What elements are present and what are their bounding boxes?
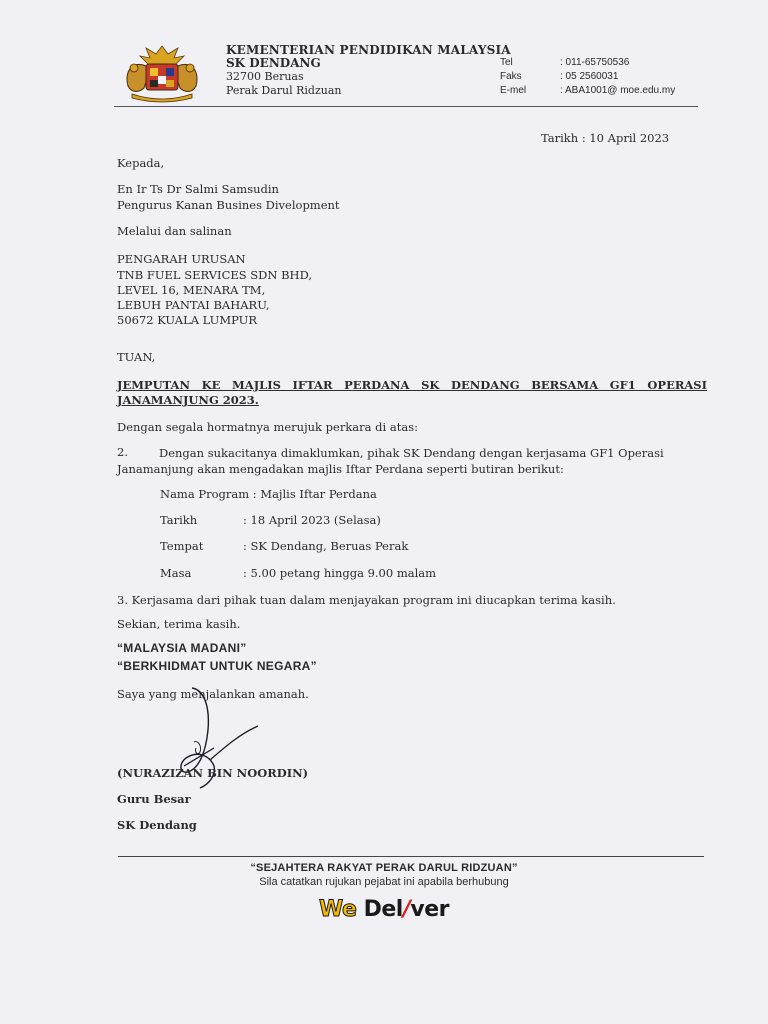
ministry-name: KEMENTERIAN PENDIDIKAN MALAYSIA: [226, 43, 511, 57]
closing: Sekian, terima kasih.: [117, 617, 241, 631]
slogan-malaysia-madani: “MALAYSIA MADANI”: [117, 641, 247, 655]
school-name: SK DENDANG: [226, 56, 321, 70]
contact-value-tel: : 011-65750536: [560, 57, 630, 68]
address-block-line: 50672 KUALA LUMPUR: [117, 313, 258, 327]
recipient-title: Pengurus Kanan Busines Divelopment: [117, 198, 340, 212]
logo-del: Del: [363, 897, 403, 922]
address-line: 32700 Beruas: [226, 70, 304, 83]
address-block-line: PENGARAH URUSAN: [117, 252, 246, 266]
detail-value: : 18 April 2023 (Selasa): [243, 513, 381, 527]
detail-value: : 5.00 petang hingga 9.00 malam: [243, 566, 437, 580]
subject-line: JANAMANJUNG 2023.: [117, 393, 259, 407]
contact-value-email: : ABA1001@ moe.edu.my: [560, 85, 676, 96]
address-line: Perak Darul Ridzuan: [226, 84, 342, 97]
address-block-line: LEBUH PANTAI BAHARU,: [117, 298, 270, 312]
header-divider: [114, 106, 698, 107]
paragraph-2-text: Dengan sukacitanya dimaklumkan, pihak SK Dendang dengan kerjasama GF1 Operasi Janamanjung akan mengadakan majlis Iftar Perdana seperti butiran berikut:: [117, 446, 664, 476]
signatory-name: (NURAZIZAN BIN NOORDIN): [117, 766, 309, 780]
detail-value: : SK Dendang, Beruas Perak: [243, 539, 409, 553]
address-block-line: TNB FUEL SERVICES SDN BHD,: [117, 268, 313, 282]
paragraph-3: 3. Kerjasama dari pihak tuan dalam menjayakan program ini diucapkan terima kasih.: [117, 593, 616, 607]
slogan-berkhidmat: “BERKHIDMAT UNTUK NEGARA”: [117, 659, 317, 673]
contact-label-email: E-mel: [500, 85, 527, 96]
logo-we: We: [319, 897, 357, 922]
signatory-org: SK Dendang: [117, 818, 197, 832]
trust-line: Saya yang menjalankan amanah.: [117, 687, 309, 701]
footer-note: Sila catatkan rujukan pejabat ini apabila berhubung: [259, 876, 509, 888]
paragraph-1: Dengan segala hormatnya merujuk perkara di atas:: [117, 420, 418, 434]
paragraph-2-number: 2.: [117, 445, 128, 459]
salutation: TUAN,: [117, 350, 156, 364]
detail-label: Tarikh: [160, 513, 198, 527]
via-line: Melalui dan salinan: [117, 224, 232, 238]
signatory-title: Guru Besar: [117, 792, 191, 806]
address-block-line: LEVEL 16, MENARA TM,: [117, 283, 266, 297]
recipient-name: En Ir Ts Dr Salmi Samsudin: [117, 182, 279, 196]
detail-label: Tempat: [160, 539, 204, 553]
paragraph-2: [117, 445, 707, 477]
logo-slash: /: [402, 897, 411, 922]
footer-motto: “SEJAHTERA RAKYAT PERAK DARUL RIDZUAN”: [250, 862, 518, 874]
contact-label-tel: Tel: [500, 57, 513, 68]
contact-label-fax: Faks: [500, 71, 522, 82]
program-name: Nama Program : Majlis Iftar Perdana: [160, 487, 377, 501]
letter-date: Tarikh : 10 April 2023: [541, 131, 670, 145]
logo-ver: ver: [410, 897, 449, 922]
detail-label: Masa: [160, 566, 192, 580]
malaysia-crest-icon: [112, 42, 212, 104]
we-deliver-logo: [0, 897, 768, 922]
to-heading: Kepada,: [117, 156, 165, 170]
footer-divider: [118, 856, 704, 857]
signature-icon: [170, 680, 280, 800]
contact-value-fax: : 05 2560031: [560, 71, 619, 82]
subject-line: JEMPUTAN KE MAJLIS IFTAR PERDANA SK DENDANG BERSAMA GF1 OPERASI: [117, 378, 707, 392]
